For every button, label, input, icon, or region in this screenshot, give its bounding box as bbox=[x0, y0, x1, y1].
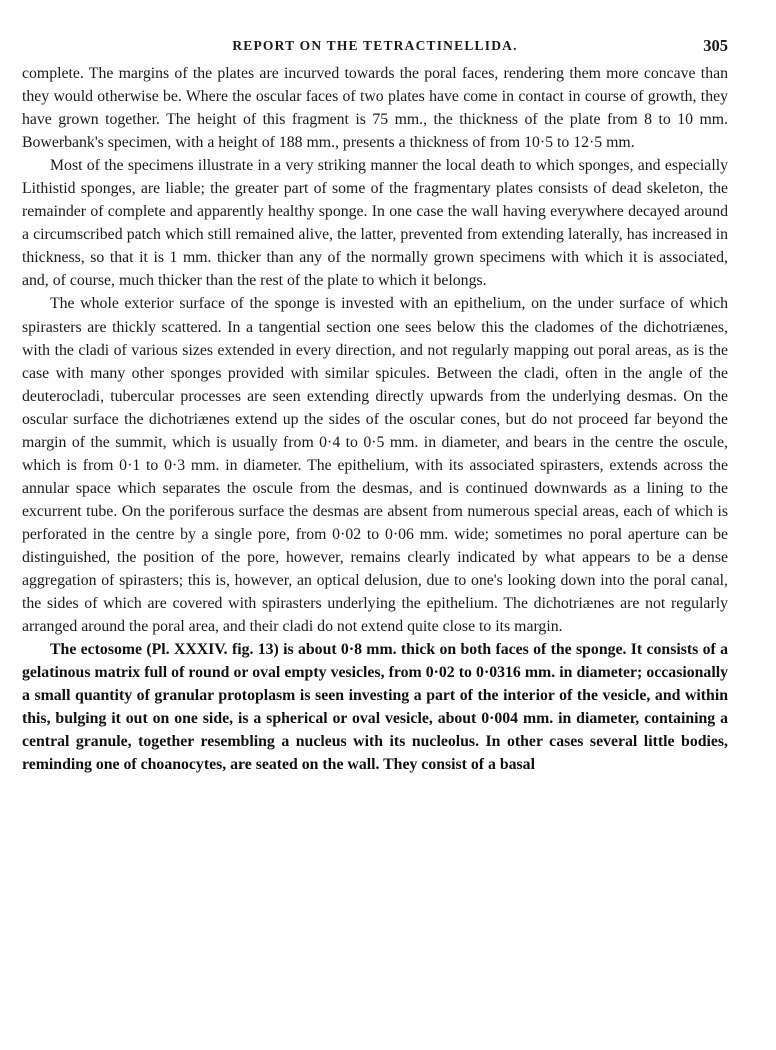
page-header bbox=[22, 34, 728, 60]
document-page bbox=[22, 34, 728, 776]
paragraph-local-death: Most of the specimens illustrate in a very striking manner the local death to which sponges, and especially Lithistid sponges, are liable; the greater part of some of the fragmentary plates consists of dead skeleton, the remainder of complete and apparently healthy sponge. In one case the wall having everywhere decayed around a circumscribed patch which still remained alive, the latter, prevented from extending laterally, has increased in thickness, so that it is 1 mm. thicker than any of the normally grown specimens with which it is associated, and, of course, much thicker than the rest of the plate to which it belongs. bbox=[22, 157, 728, 290]
page-number: 305 bbox=[703, 36, 728, 55]
paragraph-exterior-surface: The whole exterior surface of the sponge is invested with an epithelium, on the under surface of which spirasters are thickly scattered. In a tangential section one sees below this the cladomes of the dichotriænes, with the cladi of various sizes extended in every direction, and not regularly mapping out poral areas, as is the case with many other sponges provided with similar spicules. Between the cladi, often in the angle of the deuterocladi, tubercular processes are seen extending directly upwards from the underlying desmas. On the oscular surface the dichotriænes extend up the sides of the oscular cones, but do not proceed far beyond the margin of the summit, which is usually from 0·4 to 0·5 mm. in diameter, and bears in the centre the oscule, which is from 0·1 to 0·3 mm. in diameter. The epithelium, with its associated spirasters, extends across the annular space which separates the oscule from the desmas, and is continued downwards as a lining to the excurrent tube. On the poriferous surface the desmas are absent from numerous special areas, each of which is perforated in the centre by a single pore, from 0·02 to 0·06 mm. wide; sometimes no poral aperture can be distinguished, the position of the pore, however, remains clearly indicated by what appears to be a dense aggregation of spirasters; this is, however, an optical delusion, due to one's looking down into the poral canal, the sides of which are covered with spirasters underlying the epithelium. The dichotriænes are not regularly arranged around the poral area, and their cladi do not extend quite close to its margin. bbox=[22, 295, 728, 636]
body-text bbox=[22, 62, 728, 776]
paragraph-continuation: complete. The margins of the plates are incurved towards the poral faces, rendering them more concave than they would otherwise be. Where the oscular faces of two plates have come in contact in course of growth, they have grown together. The height of this fragment is 75 mm., the thickness of the plate from 8 to 10 mm. Bowerbank's specimen, with a height of 188 mm., presents a thickness of from 10·5 to 12·5 mm. bbox=[22, 65, 728, 152]
running-head: REPORT ON THE TETRACTINELLIDA. bbox=[232, 38, 518, 53]
paragraph-ectosome: The ectosome (Pl. XXXIV. fig. 13) is about 0·8 mm. thick on both faces of the sponge. It consists of a gelatinous matrix full of round or oval empty vesicles, from 0·02 to 0·0316 mm. in diameter; occasionally a small quantity of granular protoplasm is seen investing a part of the interior of the vesicle, and within this, bulging it out on one side, is a spherical or oval vesicle, about 0·004 mm. in diameter, containing a central granule, together resembling a nucleus with its nucleolus. In other cases several little bodies, reminding one of choanocytes, are seated on the wall. They consist of a basal bbox=[22, 641, 728, 774]
